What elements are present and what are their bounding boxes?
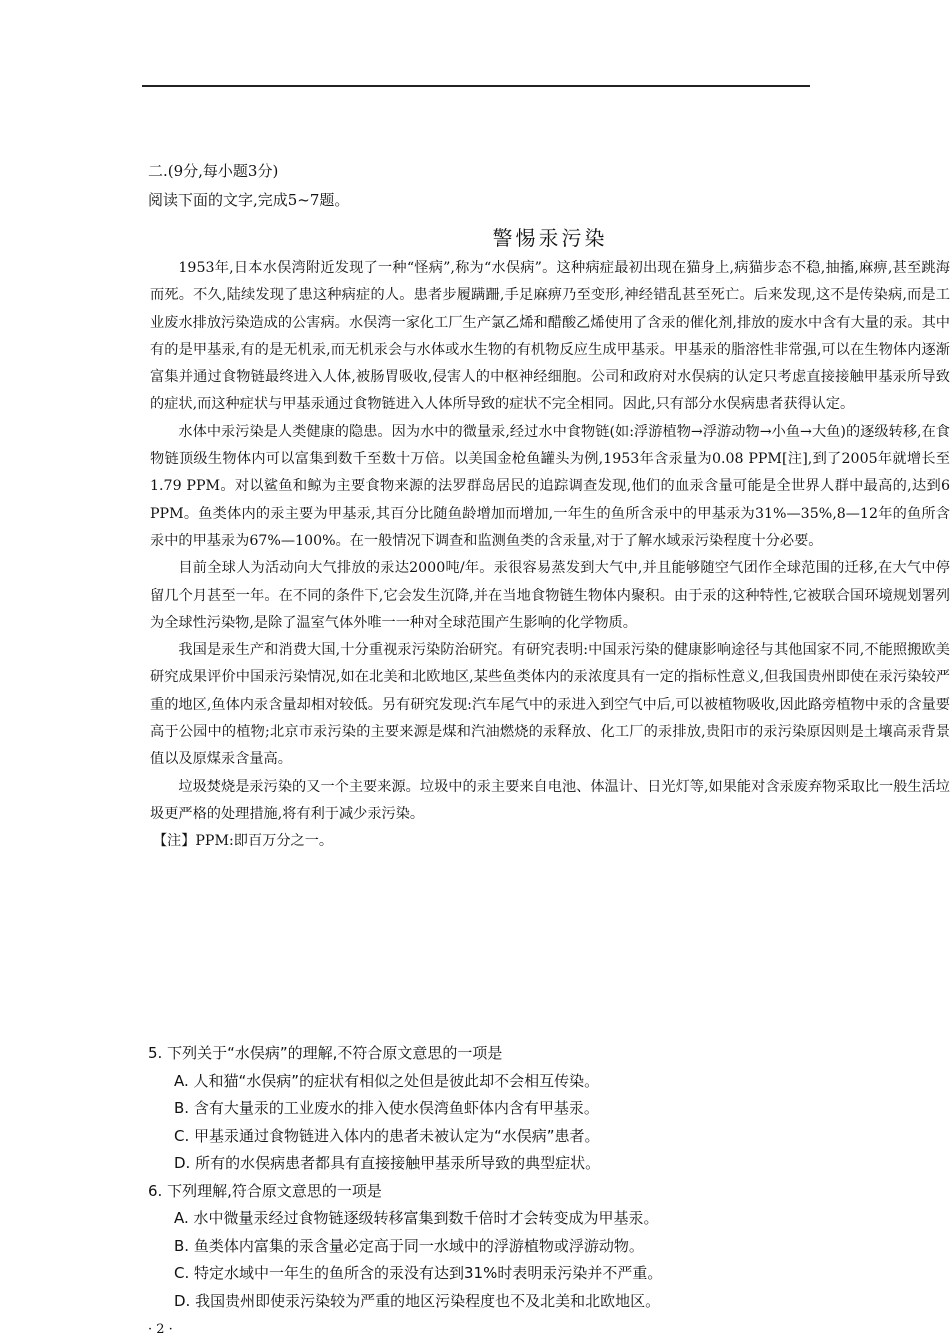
header-rule [142, 85, 810, 87]
article-body [150, 255, 950, 856]
article-paragraph: 水体中汞污染是人类健康的隐患。因为水中的微量汞,经过水中食物链(如:浮游植物→浮游动物→小鱼→大鱼)的逐级转移,在食物链顶级生物体内可以富集到数千至数十万倍。以美国金枪鱼罐头为例,1953年含汞量为0.08 PPM[注],到了2005年就增长至1.79 PPM。对以鲨鱼和鲸为主要食物来源的法罗群岛居民的追踪调查发现,他们的血汞含量可能是全世界人群中最高的,达到6 PPM。鱼类体内的汞主要为甲基汞,其百分比随鱼龄增加而增加,一年生的鱼所含汞中的甲基汞为31%—35%,8—12年的鱼所含汞中的甲基汞为67%—100%。在一般情况下调查和监测鱼类的含汞量,对于了解水域汞污染程度十分必要。 [150, 423, 950, 549]
footnote: 【注】PPM:即百万分之一。 [152, 833, 334, 850]
article-title: 警惕汞污染 [492, 226, 608, 250]
article-paragraph: 我国是汞生产和消费大国,十分重视汞污染防治研究。有研究表明:中国汞污染的健康影响途径与其他国家不同,不能照搬欧美研究成果评价中国汞污染情况,如在北美和北欧地区,某些鱼类体内的汞浓度具有一定的指标性意义,但我国贵州即使在汞污染较严重的地区,鱼体内汞含量却相对较低。另有研究发现:汽车尾气中的汞进入到空气中后,可以被植物吸收,因此路旁植物中汞的含量要高于公园中的植物;北京市汞污染的主要来源是煤和汽油燃烧的汞释放、化工厂的汞排放,贵阳市的汞污染原因则是土壤高汞背景值以及原煤汞含量高。 [150, 642, 950, 768]
article-paragraph: 垃圾焚烧是汞污染的又一个主要来源。垃圾中的汞主要来自电池、体温计、日光灯等,如果能对含汞废弃物采取比一般生活垃圾更严格的处理措施,将有利于减少汞污染。 [150, 778, 950, 822]
option-d: D. 所有的水俣病患者都具有直接接触甲基汞所导致的典型症状。 [174, 1154, 601, 1172]
question-6 [148, 1178, 948, 1316]
section-header: 二.(9分,每小题3分) [148, 162, 279, 180]
question-list [148, 1040, 948, 1315]
option-c: C. 特定水域中一年生的鱼所含的汞没有达到31%时表明汞污染并不严重。 [174, 1264, 663, 1282]
question-stem: 6. 下列理解,符合原文意思的一项是 [148, 1181, 382, 1200]
option-a: A. 人和猫“水俣病”的症状有相似之处但是彼此却不会相互传染。 [174, 1071, 600, 1090]
reading-instruction: 阅读下面的文字,完成5~7题。 [148, 191, 350, 209]
article-paragraph: 1953年,日本水俣湾附近发现了一种“怪病”,称为“水俣病”。这种病症最初出现在猫身上,病猫步态不稳,抽搐,麻痹,甚至跳海而死。不久,陆续发现了患这种病症的人。患者步履蹒跚,手足麻痹乃至变形,神经错乱甚至死亡。后来发现,这不是传染病,而是工业废水排放污染造成的公害病。水俣湾一家化工厂生产氯乙烯和醋酸乙烯使用了含汞的催化剂,排放的废水中含有大量的汞。其中有的是甲基汞,有的是无机汞,而无机汞会与水体或水生物的有机物反应生成甲基汞。甲基汞的脂溶性非常强,可以在生物体内逐渐富集并通过食物链最终进入人体,被肠胃吸收,侵害人的中枢神经细胞。公司和政府对水俣病的认定只考虑直接接触甲基汞所导致的症状,而这种症状与甲基汞通过食物链进入人体所导致的症状不完全相同。因此,只有部分水俣病患者获得认定。 [150, 260, 950, 413]
question-5 [148, 1040, 948, 1178]
option-b: B. 含有大量汞的工业废水的排入使水俣湾鱼虾体内含有甲基汞。 [174, 1099, 599, 1117]
option-c: C. 甲基汞通过食物链进入体内的患者未被认定为“水俣病”患者。 [174, 1126, 600, 1145]
option-a: A. 水中微量汞经过食物链逐级转移富集到数千倍时才会转变成为甲基汞。 [174, 1209, 659, 1227]
article-paragraph: 目前全球人为活动向大气排放的汞达2000吨/年。汞很容易蒸发到大气中,并且能够随空气团作全球范围的迁移,在大气中停留几个月甚至一年。在不同的条件下,它会发生沉降,并在当地食物链生物体内聚积。由于汞的这种特性,它被联合国环境规划署列为全球性污染物,是除了温室气体外唯一一种对全球范围产生影响的化学物质。 [150, 560, 950, 631]
option-d: D. 我国贵州即使汞污染较为严重的地区污染程度也不及北美和北欧地区。 [174, 1291, 661, 1310]
page-number: · 2 · [148, 1322, 173, 1337]
option-b: B. 鱼类体内富集的汞含量必定高于同一水域中的浮游植物或浮游动物。 [174, 1236, 644, 1255]
question-stem: 5. 下列关于“水俣病”的理解,不符合原文意思的一项是 [148, 1044, 503, 1062]
